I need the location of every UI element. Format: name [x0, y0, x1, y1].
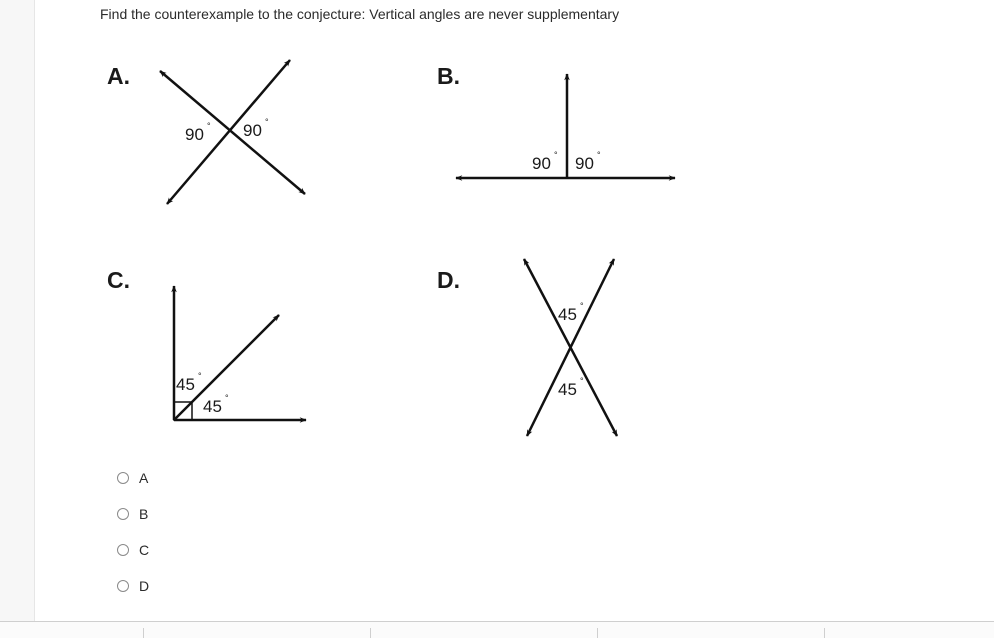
- figure-d-line-2: [527, 259, 614, 436]
- figure-c-angle-lower: 45: [203, 397, 222, 416]
- figure-a-line-1: [160, 71, 305, 194]
- option-label: C: [139, 542, 150, 558]
- option-a[interactable]: [117, 468, 149, 504]
- degree-symbol: °: [265, 117, 269, 127]
- figure-b-angle-right: 90: [575, 154, 594, 173]
- footer-bar: [0, 621, 994, 638]
- degree-symbol: °: [554, 150, 558, 160]
- radio-button[interactable]: [117, 472, 129, 484]
- figure-c-diagonal-ray: [174, 315, 279, 420]
- figure-b-angle-left: 90: [532, 154, 551, 173]
- answer-options: [117, 468, 149, 612]
- figure-c-letter: C.: [107, 267, 130, 293]
- radio-button[interactable]: [117, 580, 129, 592]
- figure-b-letter: B.: [437, 63, 460, 89]
- degree-symbol: °: [207, 121, 211, 131]
- degree-symbol: °: [597, 150, 601, 160]
- degree-symbol: °: [198, 371, 202, 381]
- question-text: Find the counterexample to the conjecture: Vertical angles are never supplementary: [100, 6, 620, 22]
- option-label: D: [139, 578, 150, 594]
- figure-d-angle-bottom: 45: [558, 380, 577, 399]
- figure-c: [107, 267, 306, 420]
- radio-button[interactable]: [117, 508, 129, 520]
- option-b[interactable]: [117, 504, 149, 540]
- figure-a-angle-right: 90: [243, 121, 262, 140]
- option-c[interactable]: [117, 540, 149, 576]
- figure-a-letter: A.: [107, 63, 130, 89]
- option-label: B: [139, 506, 149, 522]
- figure-d-angle-top: 45: [558, 305, 577, 324]
- figure-c-angle-upper: 45: [176, 375, 195, 394]
- option-d[interactable]: [117, 576, 149, 612]
- degree-symbol: °: [225, 393, 229, 403]
- figure-a: [107, 60, 305, 204]
- option-label: A: [139, 470, 149, 486]
- radio-button[interactable]: [117, 544, 129, 556]
- figure-d-letter: D.: [437, 267, 460, 293]
- figure-a-angle-left: 90: [185, 125, 204, 144]
- degree-symbol: °: [580, 301, 584, 311]
- figure-b: [437, 63, 675, 178]
- figure-d: [437, 259, 617, 436]
- degree-symbol: °: [580, 376, 584, 386]
